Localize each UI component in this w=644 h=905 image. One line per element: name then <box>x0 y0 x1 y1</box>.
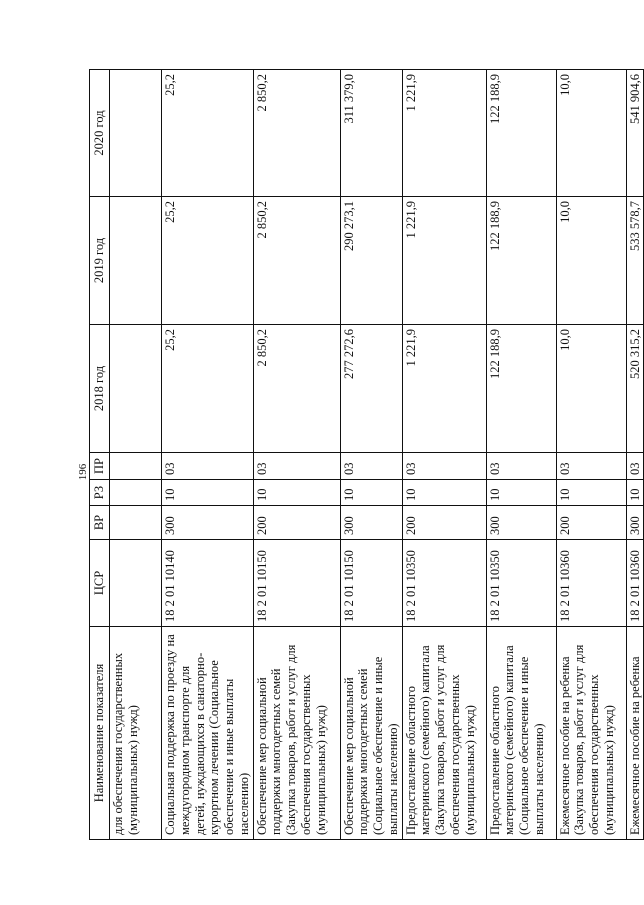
table-row <box>340 70 402 840</box>
row-rz: 10 <box>402 480 486 506</box>
row-2018: 277 272,6 <box>340 325 402 453</box>
page-number <box>76 452 90 492</box>
row-pr <box>110 453 162 480</box>
row-vr: 300 <box>162 506 254 540</box>
header-name: Наименование показателя <box>90 627 110 840</box>
row-2018: 25,2 <box>162 325 254 453</box>
row-2019: 1 221,9 <box>402 197 486 325</box>
row-csr: 18 2 01 10150 <box>253 540 340 627</box>
row-rz: 10 <box>556 480 626 506</box>
row-csr: 18 2 01 10140 <box>162 540 254 627</box>
table-header-row <box>90 70 110 840</box>
table-row <box>162 70 254 840</box>
row-csr: 18 2 01 10360 <box>556 540 626 627</box>
row-2020: 2 850,2 <box>253 70 340 197</box>
table-row <box>626 70 644 840</box>
row-2019: 290 273,1 <box>340 197 402 325</box>
row-name: Ежемесячное пособие на ребенка <box>626 627 644 840</box>
row-2018: 2 850,2 <box>253 325 340 453</box>
row-2018: 1 221,9 <box>402 325 486 453</box>
row-2018: 10,0 <box>556 325 626 453</box>
row-2019 <box>110 197 162 325</box>
row-2020: 311 379,0 <box>340 70 402 197</box>
row-name: для обеспечения государственных (муниципальных) нужд) <box>110 627 162 840</box>
table-row <box>110 70 162 840</box>
row-pr: 03 <box>340 453 402 480</box>
row-2019: 122 188,9 <box>486 197 556 325</box>
row-rz: 10 <box>253 480 340 506</box>
row-2020 <box>110 70 162 197</box>
row-csr: 18 2 01 10350 <box>402 540 486 627</box>
row-vr: 200 <box>556 506 626 540</box>
row-2018: 520 315,2 <box>626 325 644 453</box>
row-2018: 122 188,9 <box>486 325 556 453</box>
page-number-text: 196 <box>77 463 89 481</box>
row-2019: 2 850,2 <box>253 197 340 325</box>
table-row <box>253 70 340 840</box>
row-rz: 10 <box>486 480 556 506</box>
table-row <box>556 70 626 840</box>
row-2020: 122 188,9 <box>486 70 556 197</box>
row-vr: 300 <box>486 506 556 540</box>
header-2019: 2019 год <box>90 197 110 325</box>
row-csr: 18 2 01 10150 <box>340 540 402 627</box>
row-name: Предоставление областного материнского (семейного) капитала (Социальное обеспечение и иные выплаты населению) <box>486 627 556 840</box>
row-rz: 10 <box>340 480 402 506</box>
row-csr: 18 2 01 10350 <box>486 540 556 627</box>
row-csr <box>110 540 162 627</box>
table-row <box>402 70 486 840</box>
table-row <box>486 70 556 840</box>
row-2020: 1 221,9 <box>402 70 486 197</box>
row-rz <box>110 480 162 506</box>
row-2019: 10,0 <box>556 197 626 325</box>
row-2020: 25,2 <box>162 70 254 197</box>
row-name: Обеспечение мер социальной поддержки многодетных семей (Социальное обеспечение и иные выплаты населению) <box>340 627 402 840</box>
row-pr: 03 <box>162 453 254 480</box>
row-pr: 03 <box>402 453 486 480</box>
row-name: Предоставление областного материнского (семейного) капитала (Закупка товаров, работ и услуг для обеспечения государственных (муниципальных) нужд) <box>402 627 486 840</box>
table-container <box>89 70 642 840</box>
row-name: Обеспечение мер социальной поддержки многодетных семей (Закупка товаров, работ и услуг для обеспечения государственных (муниципальных) нужд) <box>253 627 340 840</box>
header-rz: РЗ <box>90 480 110 506</box>
row-rz: 10 <box>162 480 254 506</box>
row-rz: 10 <box>626 480 644 506</box>
row-2019: 533 578,7 <box>626 197 644 325</box>
row-2020: 10,0 <box>556 70 626 197</box>
row-pr: 03 <box>556 453 626 480</box>
header-pr: ПР <box>90 453 110 480</box>
row-vr: 200 <box>402 506 486 540</box>
row-name: Ежемесячное пособие на ребенка (Закупка товаров, работ и услуг для обеспечения государственных (муниципальных) нужд) <box>556 627 626 840</box>
row-2018 <box>110 325 162 453</box>
row-pr: 03 <box>253 453 340 480</box>
budget-table <box>89 69 644 840</box>
row-csr: 18 2 01 10360 <box>626 540 644 627</box>
row-vr: 200 <box>253 506 340 540</box>
row-pr: 03 <box>486 453 556 480</box>
row-pr: 03 <box>626 453 644 480</box>
row-2020: 541 904,6 <box>626 70 644 197</box>
row-vr: 300 <box>626 506 644 540</box>
header-2020: 2020 год <box>90 70 110 197</box>
row-vr: 300 <box>340 506 402 540</box>
header-vr: ВР <box>90 506 110 540</box>
row-vr <box>110 506 162 540</box>
header-csr: ЦСР <box>90 540 110 627</box>
row-name: Социальная поддержка по проезду на междугородном транспорте для детей, нуждающихся в санаторно-курортном лечении (Социальное обеспечение и иные выплаты населению) <box>162 627 254 840</box>
row-2019: 25,2 <box>162 197 254 325</box>
header-2018: 2018 год <box>90 325 110 453</box>
